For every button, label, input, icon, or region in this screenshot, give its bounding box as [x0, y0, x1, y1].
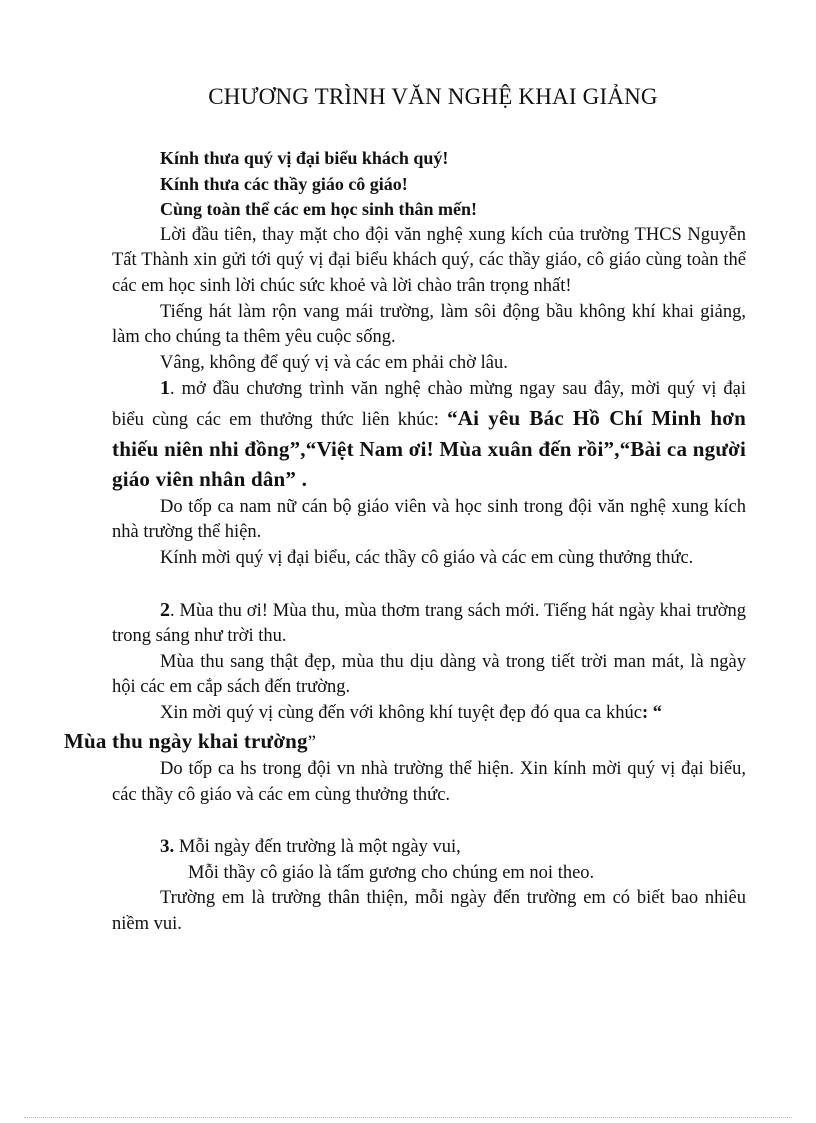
intro-paragraph: Tiếng hát làm rộn vang mái trường, làm sôi động bầu không khí khai giảng, làm cho chúng ta thêm yêu cuộc sống. — [112, 301, 746, 348]
intro-paragraph: Lời đầu tiên, thay mặt cho đội văn nghệ xung kích của trường THCS Nguyễn Tất Thành xin gửi tới quý vị đại biểu khách quý, các thầy giáo, cô giáo cùng toàn thể các em học sinh lời chúc sức khoẻ và lời chào trân trọng nhất! — [112, 224, 746, 296]
item2-invite-lead: Xin mời quý vị cùng đến với không khí tuyệt đẹp đó qua ca khúc — [160, 702, 642, 723]
song-titles: “Ai yêu Bác Hồ Chí Minh hơn thiếu niên nhi đồng”,“Việt Nam ơi! Mùa xuân đến rồi”,“Bài ca người giáo viên nhân dân” . — [112, 405, 746, 492]
greeting-line: Kính thưa quý vị đại biểu khách quý! — [160, 148, 449, 168]
greeting-line: Cùng toàn thể các em học sinh thân mến! — [160, 199, 478, 220]
item1-paragraph — [112, 376, 746, 494]
item2-invite — [64, 701, 746, 757]
item-number: 2 — [160, 598, 170, 621]
song-title: Mùa thu ngày khai trường — [64, 729, 308, 754]
item1-invite: Kính mời quý vị đại biểu, các thầy cô giáo và các em cùng thưởng thức. — [160, 547, 694, 568]
item2-colon: : “ — [642, 702, 663, 723]
item2-description: Mùa thu sang thật đẹp, mùa thu dịu dàng và trong tiết trời man mát, là ngày hội các em cắp sách đến trường. — [112, 651, 746, 698]
item-number: 3. — [160, 836, 175, 858]
item3-line1: Mỗi ngày đến trường là một ngày vui, — [174, 837, 461, 858]
item1-lead: . mở đầu chương trình văn nghệ chào mừng ngay sau đây, mời quý vị đại biểu cùng các em thưởng thức liên khúc: — [112, 379, 746, 430]
page-bottom-divider — [24, 1117, 792, 1118]
item1-perform: Do tốp ca nam nữ cán bộ giáo viên và học sinh trong đội văn nghệ xung kích nhà trường thể hiện. — [112, 496, 746, 543]
greeting-line: Kính thưa các thầy giáo cô giáo! — [160, 173, 408, 194]
item2-lead: . Mùa thu ơi! Mùa thu, mùa thơm trang sách mới. Tiếng hát ngày khai trường trong sáng như trời thu. — [112, 600, 746, 647]
item2-paragraph — [112, 598, 746, 650]
item3-line2: Mỗi thầy cô giáo là tấm gương cho chúng em noi theo. — [188, 862, 595, 883]
document-body — [64, 146, 746, 938]
item3-paragraph: Trường em là trường thân thiện, mỗi ngày đến trường em có biết bao nhiêu niềm vui. — [112, 888, 746, 935]
song-close-quote: ” — [307, 733, 316, 754]
item2-perform: Do tốp ca hs trong đội vn nhà trường thể hiện. Xin kính mời quý vị đại biểu, các thầy cô giáo và các em cùng thưởng thức. — [112, 759, 746, 805]
item3-line — [112, 834, 746, 861]
item-number: 1 — [160, 377, 170, 400]
spacer — [112, 808, 746, 834]
spacer — [112, 572, 746, 598]
intro-paragraph: Vâng, không để quý vị và các em phải chờ lâu. — [160, 352, 508, 373]
page-title: CHƯƠNG TRÌNH VĂN NGHỆ KHAI GIẢNG — [208, 84, 658, 109]
